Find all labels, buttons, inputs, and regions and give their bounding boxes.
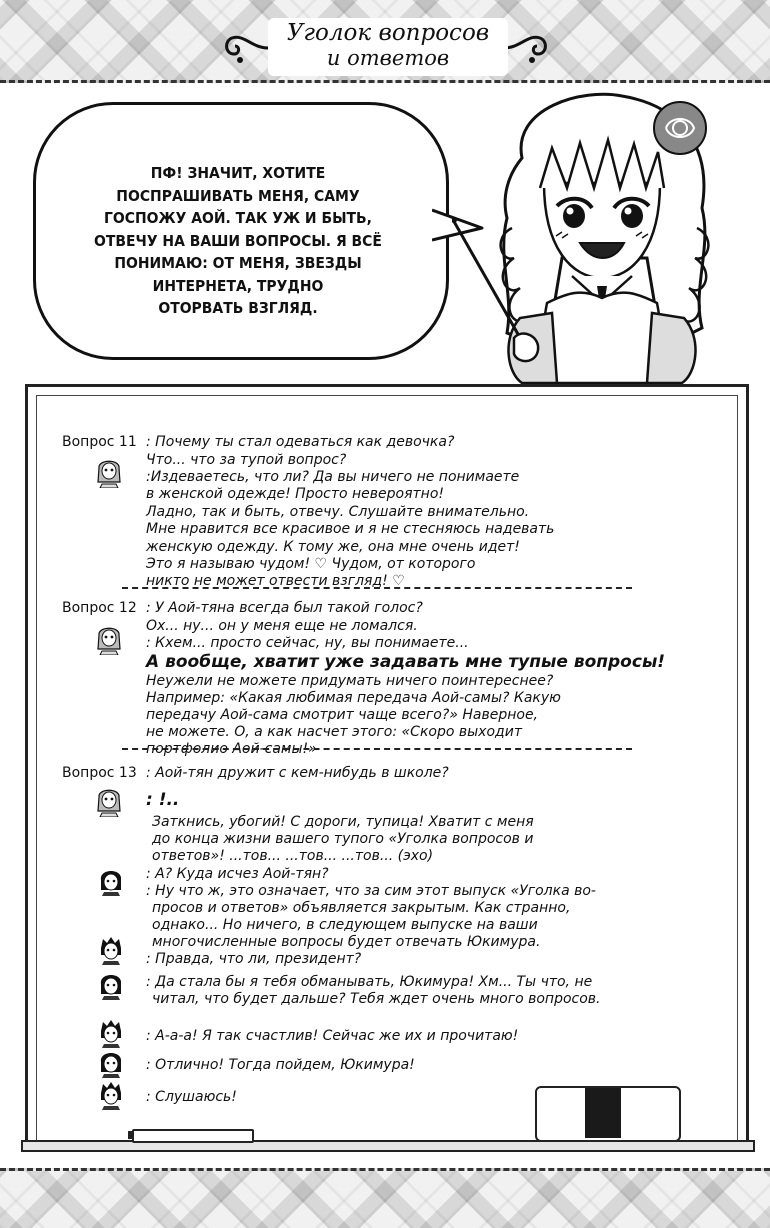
dialogue-line-emphasis: А вообще, хватит уже задавать мне тупые вопросы! <box>146 652 666 672</box>
dialogue-line: до конца жизни вашего тупого «Уголка вопросов и <box>152 831 534 847</box>
marker <box>132 1129 254 1143</box>
dialogue-line: многочисленные вопросы будет отвечать Юкимура. <box>152 934 541 950</box>
dialogue-line: Неужели не можете придумать ничего поинтереснее? <box>146 673 554 689</box>
dialogue-line: однако... Но ничего, в следующем выпуске на ваши <box>152 917 538 933</box>
bubble-line: ИНТЕРНЕТА, ТРУДНО <box>152 276 324 295</box>
dialogue-line: : А-а-а! Я так счастлив! Сейчас же их и прочитаю! <box>146 1028 519 1044</box>
dialogue-line: Что... что за тупой вопрос? <box>146 452 347 468</box>
dialogue-line: просов и ответов» объявляется закрытым. Как странно, <box>152 900 571 916</box>
section-divider <box>122 748 632 750</box>
bubble-line: ГОСПОЖУ АОЙ. ТАК УЖ И БЫТЬ, <box>104 209 372 227</box>
bubble-line: ОТОРВАТЬ ВЗГЛЯД. <box>158 299 318 317</box>
dialogue-line: : Слушаюсь! <box>146 1089 237 1105</box>
dialogue-line: портфолио Аой-самы!» <box>146 741 317 757</box>
bubble-line: ПОНИМАЮ: ОТ МЕНЯ, ЗВЕЗДЫ <box>114 254 362 272</box>
question-label-12: Вопрос 12 <box>62 600 137 616</box>
dialogue-line: женскую одежду. К тому же, она мне очень идет! <box>146 539 520 555</box>
president-avatar-icon <box>99 970 123 1000</box>
bubble-line: ОТВЕЧУ НА ВАШИ ВОПРОСЫ. Я ВСЁ <box>94 231 382 250</box>
dialogue-line: : А? Куда исчез Аой-тян? <box>146 866 329 882</box>
aoi-avatar-icon <box>96 785 122 817</box>
dialogue-line: ответов»! ...тов... ...тов... ...тов... (эхо) <box>152 848 434 864</box>
president-avatar-icon <box>99 1048 123 1078</box>
page-subtitle: и ответов <box>326 46 450 70</box>
page-title: Уголок вопросов <box>286 20 490 46</box>
dialogue-line: :Издеваетесь, что ли? Да вы ничего не понимаете <box>146 469 520 485</box>
dialogue-line: : Отлично! Тогда пойдем, Юкимура! <box>146 1057 415 1073</box>
dialogue-line: : Ну что ж, это означает, что за сим этот выпуск «Уголка во- <box>146 883 596 899</box>
title-plate <box>268 18 508 76</box>
dialogue-line: Мне нравится все красивое и я не стесняюсь надевать <box>146 521 555 537</box>
bubble-line: ПОСПРАШИВАТЬ МЕНЯ, САМУ <box>116 186 360 205</box>
yukimura-avatar-icon <box>99 1018 123 1048</box>
bubble-line: ПФ! ЗНАЧИТ, ХОТИТЕ <box>150 164 326 182</box>
character-aoi-illustration <box>452 88 752 388</box>
dialogue-line: Ох... ну... он у меня еще не ломался. <box>146 618 418 634</box>
dialogue-line: Заткнись, убогий! С дороги, тупица! Хватит с меня <box>152 814 534 830</box>
dialogue-line: в женской одежде! Просто невероятно! <box>146 486 445 502</box>
whiteboard-ledge <box>21 1140 755 1152</box>
aoi-avatar-icon <box>96 456 122 488</box>
question-label-13: Вопрос 13 <box>62 765 137 781</box>
president-avatar-icon <box>99 866 123 896</box>
dialogue-line: Это я называю чудом! ♡ Чудом, от которого <box>146 556 476 572</box>
board-eraser-band <box>585 1088 621 1138</box>
dialogue-line: Например: «Какая любимая передача Аой-самы? Какую <box>146 690 561 706</box>
aoi-avatar-icon <box>96 623 122 655</box>
dialogue-line: не можете. О, а как насчет этого: «Скоро выходит <box>146 724 522 740</box>
dialogue-line: передачу Аой-сама смотрит чаще всего?» Наверное, <box>146 707 539 723</box>
dialogue-line: : У Аой-тяна всегда был такой голос? <box>146 600 423 616</box>
dialogue-line: : Да стала бы я тебя обманывать, Юкимура! Хм... Ты что, не <box>146 974 593 990</box>
speech-bubble-text <box>40 162 436 320</box>
yukimura-avatar-icon <box>99 935 123 965</box>
dialogue-line: никто не может отвести взгляд! ♡ <box>146 573 405 589</box>
dialogue-line: : !.. <box>146 790 180 810</box>
dialogue-line: : Правда, что ли, президент? <box>146 951 362 967</box>
scroll-ornament-left-icon <box>222 28 272 68</box>
footer-plaid-strip <box>0 1168 770 1228</box>
section-divider <box>122 587 632 589</box>
dialogue-line: : Кхем... просто сейчас, ну, вы понимаете... <box>146 635 469 651</box>
yukimura-avatar-icon <box>99 1080 123 1110</box>
dialogue-line: : Почему ты стал одеваться как девочка? <box>146 434 455 450</box>
dialogue-line: читал, что будет дальше? Тебя ждет очень много вопросов. <box>152 991 601 1007</box>
dialogue-line: Ладно, так и быть, отвечу. Слушайте внимательно. <box>146 504 530 520</box>
dialogue-line: : Аой-тян дружит с кем-нибудь в школе? <box>146 765 449 781</box>
question-label-11: Вопрос 11 <box>62 434 137 450</box>
